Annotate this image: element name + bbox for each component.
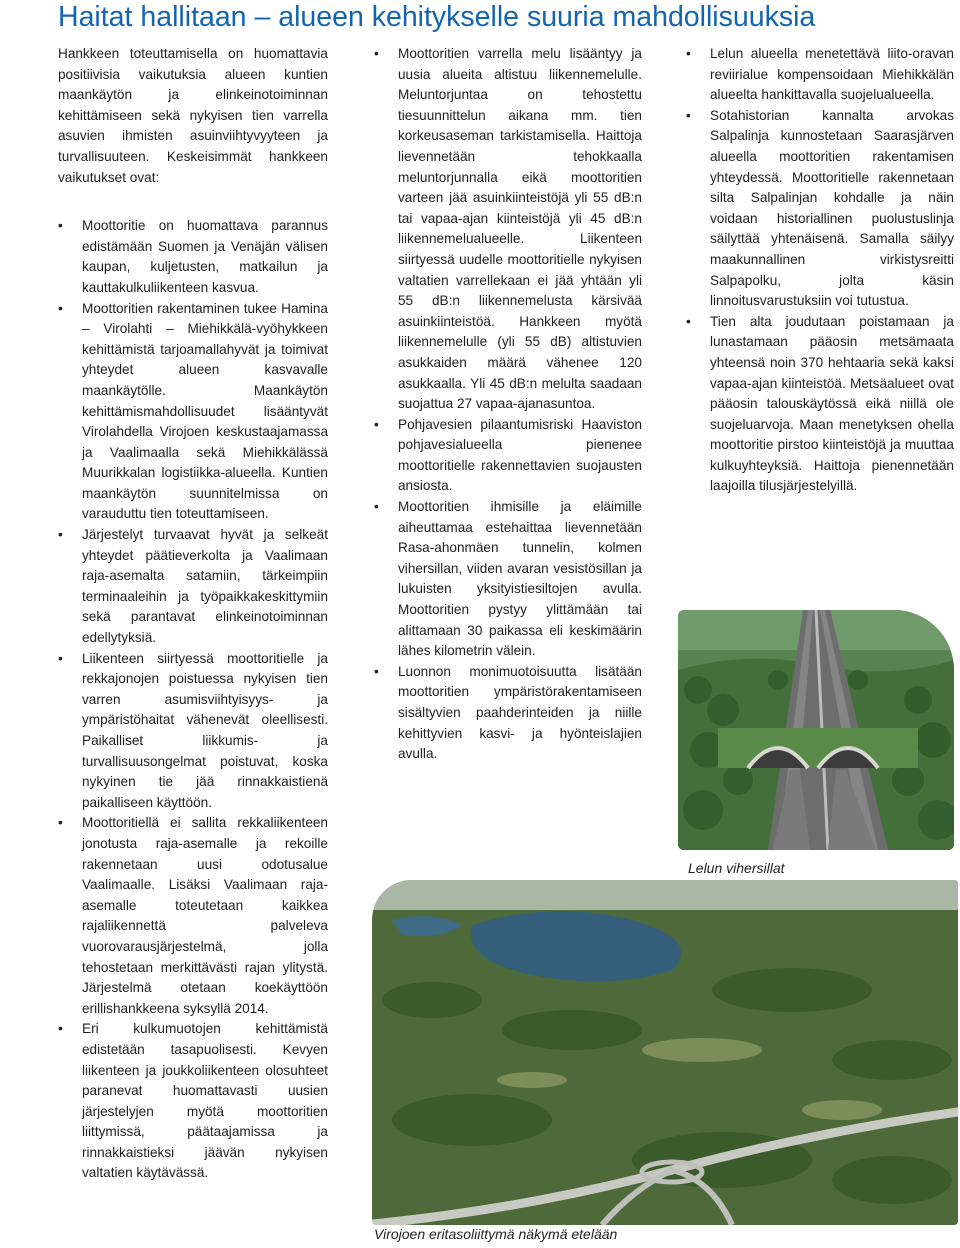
caption-interchange: Virojoen eritasoliittymä näkymä etelään xyxy=(374,1226,618,1242)
list-item: • Moottoritien ihmisille ja eläimille aiheuttamaa estehaittaa lievennetään Rasa-ahonmäen tunnelin, kolmen vihersillan, viiden avaran vesistösillan ja lukuisten yksityistiesiltojen avulla. Moottoritien pystyy ylittämään tai alittamaan 30 paikassa eli keskimäärin lähes kilometrin välein. xyxy=(374,499,642,659)
list-item: • Pohjavesien pilaantumisriski Haaviston pohjavesialueella pienenee moottoritielle rakennettavien suojausten ansiosta. xyxy=(374,416,642,494)
impact-list-left xyxy=(58,216,328,1184)
column-right xyxy=(686,44,954,497)
list-item: • Luonnon monimuotoisuutta lisätään moottoritien ympäristörakentamiseen sisältyvien paahderinteiden ja niille kehittyvien kasvi- ja hyönteislajien avulla. xyxy=(374,663,642,762)
list-item: • Moottoritien varrella melu lisääntyy ja uusia alueita altistuu liikennemelulle. Meluntorjuntaa on tehostettu tiesuunnittelun aikana mm. tien korkeusaseman tarkistamisella. Haittoja lievennetään tehokkaalla meluntorjunnalla eikä moottoritien varteen jää asuinkiinteistöjä yli 55 dB:n tai vapaa-ajan kiinteistöjä yli 45 dB:n liikennemelualueelle. Liikenteen siirtyessä uudelle moottoritielle nykyisen valtatien varrellekaan ei jää yhtään yli 55 dB:n liikennemelusta kärsivää asuinkiinteistöä. Hankkeen myötä liikennemelulle (yli 55 dB) altistuvien asukkaiden määrä vähenee 120 asukkaalla. Yli 45 dB:n melulta saadaan suojattua 27 vapaa-ajanasuntoa. xyxy=(374,46,642,412)
list-item: • Moottoritie on huomattava parannus edistämään Suomen ja Venäjän välisen kaupan, kuljetusten, matkailun ja kauttakulkuliikenteen kasvua. xyxy=(58,218,328,295)
page-title: Haitat hallitaan – alueen kehitykselle suuria mahdollisuuksia xyxy=(58,1,816,33)
aerial-landscape-illustration xyxy=(372,880,958,1225)
interchange-aerial-image xyxy=(372,880,958,1225)
intro-paragraph: Hankkeen toteuttamisella on huomattavia positiivisia vaikutuksia alueen kuntien maankäytön ja elinkeinotoiminnan kehittämiseen sekä nykyisen tien varrella asuvien ihmisten asuinviihtyvyyteen ja turvallisuuteen. Keskeisimmät hankkeen vaikutukset ovat: xyxy=(58,46,328,185)
list-item: • Sotahistorian kannalta arvokas Salpalinja kunnostetaan Saarasjärven alueella moottoritien rakentamisen yhteydessä. Moottoritielle rakennetaan silta Salpalinjan kohdalle ja näin voidaan historiallinen puolustuslinja säilyttää yhtenäisenä. Samalla säilyy maakunnallinen virkistysreitti Salpapolku, jolta käsin linnoitusvarustuksiin voi tutustua. xyxy=(686,107,954,309)
list-item: • Liikenteen siirtyessä moottoritielle ja rekkajonojen poistuessa nykyisen tien varren asumisviihtyisyys- ja ympäristöhaitat vähenevät oleellisesti. Paikalliset liikkumis- ja turvallisuusongelmat poistuvat, koska nykyinen tie jää rinnakkaistienä paikalliseen käyttöön. xyxy=(58,650,328,810)
list-item: • Moottoritiellä ei sallita rekkaliikenteen jonotusta raja-asemalle ja rekoille rakennetaan uusi odotusalue Vaalimaalle. Lisäksi Vaalimaan raja-asemalle toteutetaan kaikkea rajaliikennettä palveleva vuorovarausjärjestelmä, jolla tehostetaan merkittävästi rajan ylitystä. Järjestelmä otetaan koekäyttöön erillishankkeena syksyllä 2014. xyxy=(58,815,328,1016)
list-item: • Eri kulkumuotojen kehittämistä edistetään tasapuolisesti. Kevyen liikenteen ja joukkoliikenteen olosuhteet paranevat huomattavasti uusien järjestelyjen myötä moottoritien liittymissä, päätaajamissa ja rinnakkaistieksi jäävän nykyisen valtatien käytävässä. xyxy=(58,1021,328,1181)
motorway-bridges-illustration xyxy=(678,610,954,850)
impact-list-right xyxy=(686,44,954,497)
list-item: • Tien alta joudutaan poistamaan ja lunastamaan pääosin metsämaata yhteensä noin 370 hehtaaria sekä kaksi vapaa-ajan kiinteistöä. Metsäalueet ovat pääosin talouskäytössä eikä niillä ole suojeluarvoja. Maan menetyksen ohella moottoritie pirstoo kiinteistöjä ja muuttaa kulkuyhteyksiä. Haittoja pienennetään laajoilla tilusjärjestelyillä. xyxy=(686,313,954,494)
impact-list-middle xyxy=(374,44,642,765)
caption-bridges: Lelun vihersillat xyxy=(688,860,785,876)
green-bridges-image xyxy=(678,610,954,850)
list-item: • Moottoritien rakentaminen tukee Hamina – Virolahti – Miehikkälä-vyöhykkeen kehittämistä tarjoamallahyvät ja toimivat yhteydet alueen kasvavalle maankäytölle. Maankäytön kehittämismahdollisuudet lisääntyvät Virolahdella Virojoen keskustaajamassa ja Vaalimaalla sekä Miehikkälässä Muurikkalan logistiikka-alueella. Kuntien maankäytön suunnitelmissa on varauduttu tien toteuttamiseen. xyxy=(58,300,328,522)
column-middle xyxy=(374,44,642,765)
column-left xyxy=(58,44,328,1184)
list-item: • Järjestelyt turvaavat hyvät ja selkeät yhteydet päätieverkolta ja Vaalimaan raja-asemalta satamiin, tärkeimpiin terminaaleihin ja työpaikkakeskittymiin sekä parantavat elinkeinotoiminnan edellytyksiä. xyxy=(58,527,328,646)
list-item: • Lelun alueella menetettävä liito-oravan reviirialue kompensoidaan Miehikkälän alueelta hankittavalla suojelualueella. xyxy=(686,46,954,103)
